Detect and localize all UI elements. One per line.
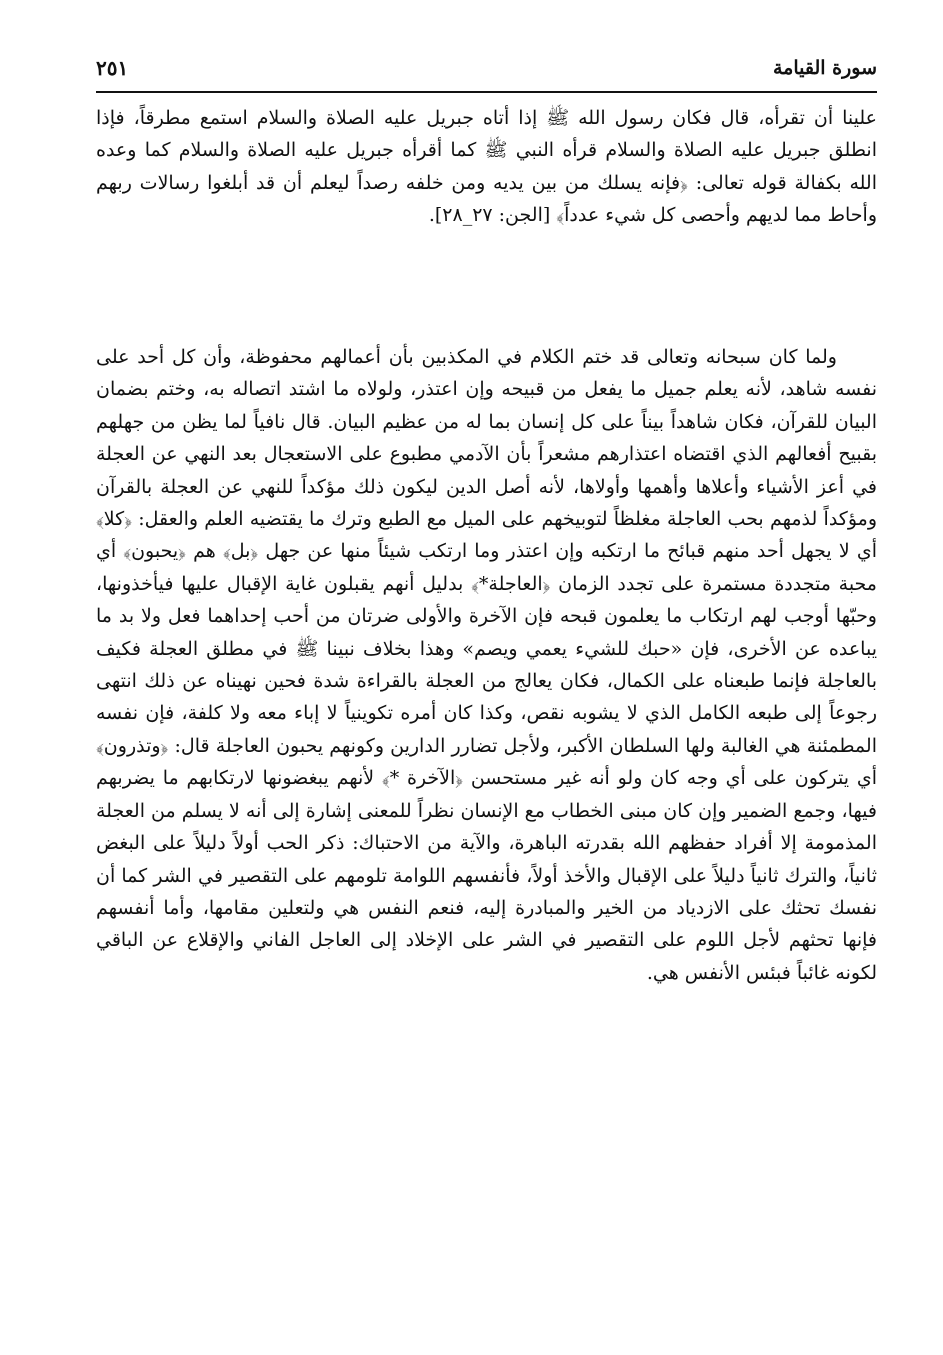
paragraph-text: ولما كان سبحانه وتعالى قد ختم الكلام في المكذبين بأن أعمالهم محفوظة، وأن كل أحد على نفسه شاهد، لأنه يعلم جميل ما يفعل من قبيحه وإن اعتذر، ولولاه ما اشتد اتصاله به، وختم بضمان البيان للقرآن، فكان شاهداً بيناً على كل إنسان بما له من عظيم البيان. قال نافياً لما يظن من جهلهم بقبيح أفعالهم الذي اقتضاه اعتذارهم مشعراً بأن الآدمي مطبوع على الاستعجال بعد النهي عن العجلة في أعز الأشياء وأعلاها وأهمها وأولاها، لأنه أصل الدين ليكون ذلك مؤكداً للنهي عن العجلة بالقرآن ومؤكداً لذمهم بحب العاجلة مغلظاً لتوبيخهم على الميل مع الطبع وترك ما يقتضيه العلم والعقل: ﴿كلا﴾ أي لا يجهل أحد منهم قبائح ما ارتكبه وإن اعتذر وما ارتكب شيئاً منها عن جهل ﴿بل﴾ هم ﴿يحبون﴾ أي محبة متجددة مستمرة على تجدد الزمان ﴿العاجلة*﴾ بدليل أنهم يقبلون غاية الإقبال عليها فيأخذونها، وحبّها أوجب لهم ارتكاب ما يعلمون قبحه فإن الآخرة والأولى ضرتان من أحب إحداهما فعل ولا بد ما يباعده عن الأخرى، فإن «حبك للشيء يعمي ويصم» وهذا بخلاف نبينا ﷺ في مطلق العجلة فكيف بالعاجلة فإنما طبعناه على الكمال، فكان يعالج من العجلة بالقراءة شدة فحين نهيناه عن ذلك انتهى رجوعاً إلى طبعه الكامل الذي لا يشوبه نقص، وكذا كان أمره تكوينياً لا إباء معه ولا كلفة، فإن نفسه المطمئنة هي الغالبة ولها السلطان الأكبر، ولأجل تضارر الدارين وكونهم يحبون العاجلة قال: ﴿وتذرون﴾ أي يتركون على أي وجه كان ولو أنه غير مستحسن ﴿الآخرة *﴾ لأنهم يبغضونها لارتكابهم ما يضربهم فيها، وجمع الضمير وإن كان مبنى الخطاب مع الإنسان نظراً للمعنى إشارة إلى أنه لا يسلم من العجلة المذمومة إلا أفراد حفظهم الله بقدرته الباهرة، والآية من الاحتباك: ذكر الحب أولاً دليلاً على البغض ثانياً، والترك ثانياً دليلاً على الإقبال والأخذ أولاً، فأنفسهم اللوامة تلومهم على التقصير في الشر كما أن نفسك تحثك على الازدياد من الخير والمبادرة إليه، فنعم النفس هي ولتعلين مقامها، وأما أنفسهم فإنها تحثهم لأجل اللوم على التقصير في الشر على الإخلاد إلى العاجل الفاني والإقلاع عن الباقي لكونه غائباً فبئس الأنفس هي. [96, 346, 877, 984]
paragraph-text: علينا أن تقرأه، قال فكان رسول الله ﷺ إذا أتاه جبريل عليه الصلاة والسلام استمع مطرقاً، فإذا انطلق جبريل عليه الصلاة والسلام قرأه النبي ﷺ كما أقرأه جبريل عليه الصلاة والسلام كما وعده الله بكفالة قوله تعالى: ﴿فإنه يسلك من بين يديه ومن خلفه رصداً ليعلم أن قد أبلغوا رسالات ربهم وأحاط مما لديهم وأحصى كل شيء عدداً﴾ [الجن: ٢٧_٢٨]. [96, 107, 877, 227]
page-number: ٢٥١ [96, 56, 129, 80]
paragraph-2 [96, 341, 877, 989]
paragraph-1 [96, 102, 877, 232]
header-divider [96, 91, 877, 93]
page-header [96, 50, 877, 90]
surah-title: سورة القيامة [772, 57, 877, 79]
